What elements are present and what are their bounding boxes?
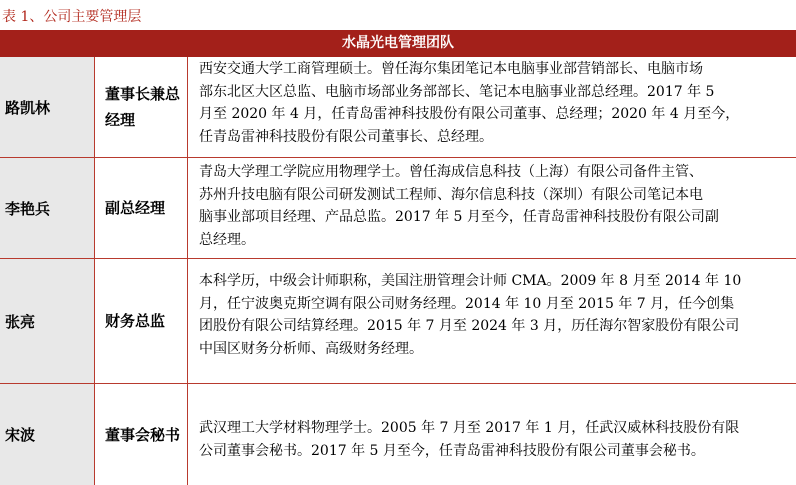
- bio-line: 总经理。: [199, 231, 255, 248]
- bio-line: 公司董事会秘书。2017 年 5 月至今，任青岛雷神科技股份有限公司董事会秘书。: [199, 442, 705, 459]
- table-row: [0, 57, 796, 158]
- person-title-cell: [95, 57, 188, 157]
- person-title: 副总经理: [105, 199, 166, 217]
- person-title: 财务总监: [105, 312, 166, 330]
- bio-line: 脑事业部项目经理、产品总监。2017 年 5 月至今，任青岛雷神科技股份有限公司副: [199, 209, 719, 225]
- person-bio: [188, 57, 796, 157]
- person-name: 张亮: [0, 259, 95, 383]
- bio-line: 本科学历，中级会计师职称，美国注册管理会计师 CMA。2009 年 8 月至 2014 年 10: [199, 273, 742, 289]
- table-caption: 表 1、公司主要管理层: [2, 9, 142, 25]
- table-row: [0, 384, 796, 485]
- person-bio: [188, 259, 796, 383]
- bio-line: 武汉理工大学材料物理学士。2005 年 7 月至 2017 年 1 月，任武汉威林科技股份有限: [199, 420, 740, 436]
- person-title: 董事长兼总经理: [105, 85, 181, 129]
- person-title-cell: [95, 384, 188, 485]
- bio-line: 团股份有限公司结算经理。2015 年 7 月至 2024 年 3 月，历任海尔智家股份有限公司: [199, 318, 740, 334]
- table-header: 水晶光电管理团队: [0, 30, 796, 57]
- person-bio: [188, 384, 796, 485]
- bio-line: 月，任宁波奥克斯空调有限公司财务经理。2014 年 10 月至 2015 年 7 月，任今创集: [199, 295, 735, 312]
- bio-line: 任青岛雷神科技股份有限公司董事长、总经理。: [199, 128, 493, 145]
- person-title-cell: [95, 158, 188, 258]
- management-table: [0, 30, 796, 485]
- person-bio: [188, 158, 796, 258]
- bio-line: 中国区财务分析师、高级财务经理。: [199, 340, 423, 357]
- table-row: [0, 158, 796, 259]
- bio-line: 青岛大学理工学院应用物理学士。曾任海成信息科技（上海）有限公司备件主管、: [199, 164, 703, 180]
- person-title: 董事会秘书: [105, 425, 181, 444]
- bio-line: 苏州升技电脑有限公司研发测试工程师、海尔信息科技（深圳）有限公司笔记本电: [199, 186, 703, 203]
- person-name: 李艳兵: [0, 158, 95, 258]
- person-name: 宋波: [0, 384, 95, 485]
- bio-line: 部东北区大区总监、电脑市场部业务部部长、笔记本电脑事业部总经理。2017 年 5: [199, 83, 715, 100]
- bio-line: 西安交通大学工商管理硕士。曾任海尔集团笔记本电脑事业部营销部长、电脑市场: [199, 61, 703, 77]
- person-title-cell: [95, 259, 188, 383]
- table-row: [0, 259, 796, 384]
- bio-line: 月至 2020 年 4 月，任青岛雷神科技股份有限公司董事、总经理；2020 年 4 月至今，: [199, 106, 740, 122]
- person-name: 路凯林: [0, 57, 95, 157]
